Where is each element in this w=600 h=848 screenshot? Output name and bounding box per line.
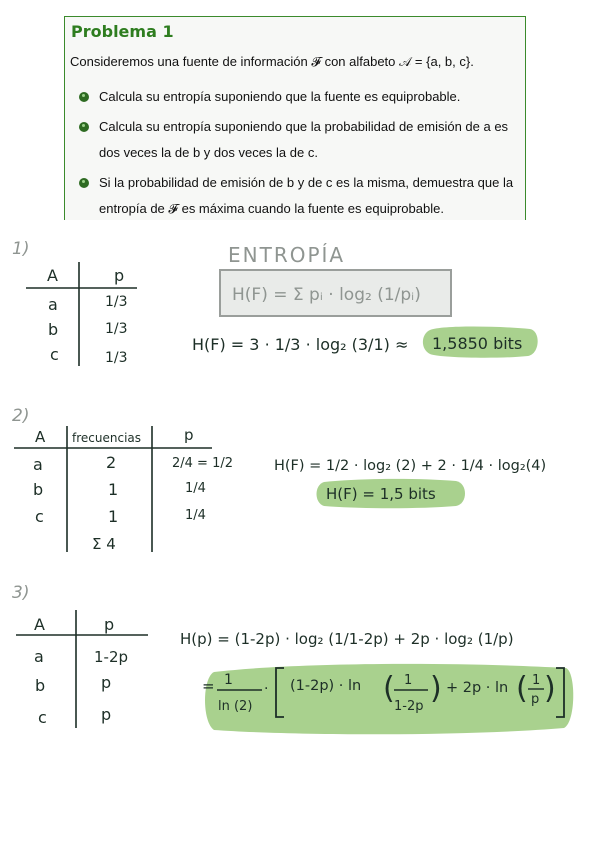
part1-equation: H(F) = 3 · 1/3 · log₂ (3/1) ≈ <box>192 335 409 354</box>
table1-cell: 1/3 <box>105 321 128 337</box>
part3-frac1-den: 1-2p <box>394 699 424 714</box>
table2-cell: 1 <box>108 507 119 526</box>
part3-frac-num: 1 <box>224 672 233 688</box>
part3-paren: ) <box>430 671 442 706</box>
entropy-heading: ENTROPÍA <box>228 243 346 267</box>
problem-item-text: Calcula su entropía suponiendo que la fuente es equiprobable. <box>99 89 461 104</box>
part3-term1: (1-2p) · ln <box>290 678 362 694</box>
table1-cell: b <box>48 320 59 339</box>
table2-cell: a <box>33 455 43 474</box>
table2-cell: 1/4 <box>185 508 206 523</box>
table2-cell: 2 <box>106 453 117 472</box>
table2-cell: b <box>33 480 44 499</box>
part1-result: 1,5850 bits <box>432 334 523 353</box>
part3-paren: ( <box>516 671 528 706</box>
table3-cell: a <box>34 647 44 666</box>
part3-frac2-den: p <box>531 692 540 707</box>
part3-term2: + 2p · ln <box>446 680 509 696</box>
table1-header-a: A <box>47 266 58 285</box>
table3-header: p <box>104 615 115 634</box>
problem-intro: Consideremos una fuente de información 𝓕 con alfabeto 𝒜 = {a, b, c}. <box>70 54 474 69</box>
part3-frac2-num: 1 <box>532 673 541 688</box>
part3-dot: · <box>264 681 269 697</box>
entropy-formula: H(F) = Σ pᵢ · log₂ (1/pᵢ) <box>232 285 421 305</box>
part3-frac-den: ln (2) <box>218 699 253 714</box>
part3-prefix: = <box>202 677 215 695</box>
table2-header: A <box>35 428 46 446</box>
table2-header: p <box>184 426 194 444</box>
table2-cell: 1 <box>108 480 119 499</box>
table3-header: A <box>34 615 45 634</box>
problem-title: Problema 1 <box>71 22 174 41</box>
problem-item-text: Calcula su entropía suponiendo que la probabilidad de emisión de a es dos veces la de b y dos veces la de c. <box>99 119 509 160</box>
table1-cell: c <box>50 345 59 364</box>
part3-paren: ( <box>383 671 395 706</box>
table3-cell: 1-2p <box>94 648 129 666</box>
part3-frac1-num: 1 <box>404 673 413 688</box>
part3-equation: H(p) = (1-2p) · log₂ (1/1-2p) + 2p · log₂ (1/p) <box>180 630 514 648</box>
part3-paren: ) <box>544 671 556 706</box>
table1-header-p: p <box>114 266 125 285</box>
table3-cell: b <box>35 676 46 695</box>
part2-equation: H(F) = 1/2 · log₂ (2) + 2 · 1/4 · log₂(4) <box>274 458 547 474</box>
problem-item-text: Si la probabilidad de emisión de b y de c es la misma, demuestra que la entropía de 𝓕 es máxima cuando la fuente es equiprobable. <box>99 175 514 216</box>
part1-label: 1) <box>12 239 30 259</box>
table1-cell: a <box>48 295 58 314</box>
table1-cell: 1/3 <box>105 350 128 366</box>
table1-cell: 1/3 <box>105 294 128 310</box>
table2-cell: c <box>35 507 44 526</box>
part3-label: 3) <box>12 583 30 603</box>
table2-header: frecuencias <box>72 431 142 445</box>
table3-cell: c <box>38 708 47 727</box>
table2-total: Σ 4 <box>92 535 116 553</box>
table3-cell: p <box>101 705 112 724</box>
table3-cell: p <box>101 673 112 692</box>
part2-result: H(F) = 1,5 bits <box>326 485 436 503</box>
part2-label: 2) <box>12 406 30 426</box>
table2-cell: 2/4 = 1/2 <box>172 456 234 471</box>
table2-cell: 1/4 <box>185 481 206 496</box>
